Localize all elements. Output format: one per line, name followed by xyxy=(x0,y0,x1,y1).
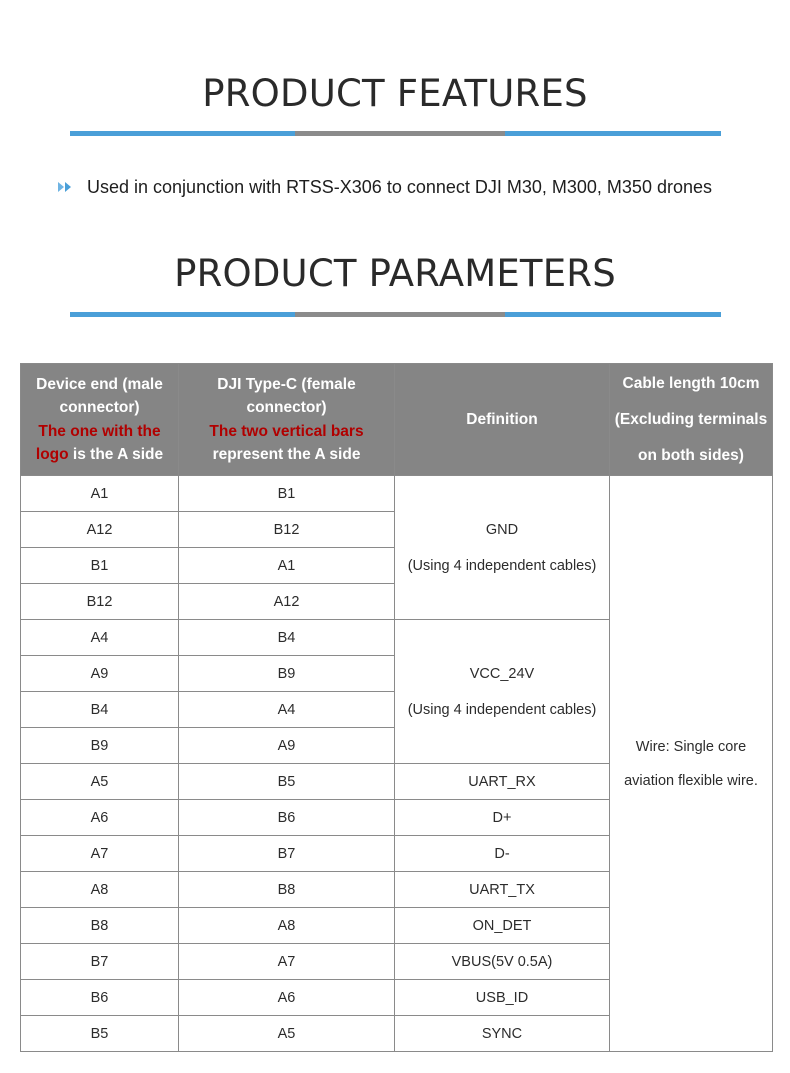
dji-pin: B9 xyxy=(179,656,395,692)
parameters-title: PRODUCT PARAMETERS xyxy=(174,252,616,295)
table-header-row xyxy=(21,364,773,476)
definition: D- xyxy=(395,836,610,872)
device-pin: A5 xyxy=(21,764,179,800)
parameters-table xyxy=(20,363,773,1052)
definition: USB_ID xyxy=(395,980,610,1016)
underline-segment-blue xyxy=(505,131,721,136)
features-title-underline xyxy=(70,131,721,136)
device-pin: A4 xyxy=(21,620,179,656)
device-pin: B9 xyxy=(21,728,179,764)
device-pin: A1 xyxy=(21,476,179,512)
header-device-end: Device end (male connector) The one with the logo is the A side xyxy=(21,364,179,476)
device-pin: B4 xyxy=(21,692,179,728)
dji-pin: B5 xyxy=(179,764,395,800)
dji-pin: B1 xyxy=(179,476,395,512)
dji-pin: A8 xyxy=(179,908,395,944)
parameters-title-underline xyxy=(70,312,721,317)
table-row xyxy=(21,476,773,512)
features-title: PRODUCT FEATURES xyxy=(202,72,588,115)
definition-vcc: VCC_24V (Using 4 independent cables) xyxy=(395,620,610,764)
definition-gnd: GND (Using 4 independent cables) xyxy=(395,476,610,620)
definition: UART_RX xyxy=(395,764,610,800)
device-pin: A12 xyxy=(21,512,179,548)
underline-segment-blue xyxy=(70,131,295,136)
header-cable-length: Cable length 10cm (Excluding terminals on both sides) xyxy=(610,364,773,476)
dji-pin: B8 xyxy=(179,872,395,908)
dji-pin: B12 xyxy=(179,512,395,548)
device-pin: B6 xyxy=(21,980,179,1016)
dji-pin: A6 xyxy=(179,980,395,1016)
device-pin: A8 xyxy=(21,872,179,908)
definition: VBUS(5V 0.5A) xyxy=(395,944,610,980)
underline-segment-gray xyxy=(295,312,505,317)
device-pin: A6 xyxy=(21,800,179,836)
double-arrow-right-icon xyxy=(58,181,74,193)
dji-pin: B7 xyxy=(179,836,395,872)
device-pin: A7 xyxy=(21,836,179,872)
underline-segment-blue xyxy=(505,312,721,317)
underline-segment-gray xyxy=(295,131,505,136)
dji-pin: A4 xyxy=(179,692,395,728)
definition: D+ xyxy=(395,800,610,836)
header-definition: Definition xyxy=(395,364,610,476)
device-pin: B7 xyxy=(21,944,179,980)
dji-pin: A5 xyxy=(179,1016,395,1052)
dji-pin: A7 xyxy=(179,944,395,980)
device-pin: B5 xyxy=(21,1016,179,1052)
header-dji-typec: DJI Type-C (female connector) The two vertical bars represent the A side xyxy=(179,364,395,476)
definition: ON_DET xyxy=(395,908,610,944)
feature-item xyxy=(58,175,712,199)
dji-pin: A9 xyxy=(179,728,395,764)
wire-description: Wire: Single core aviation flexible wire. xyxy=(610,476,773,1052)
device-pin: A9 xyxy=(21,656,179,692)
underline-segment-blue xyxy=(70,312,295,317)
device-pin: B8 xyxy=(21,908,179,944)
dji-pin: B4 xyxy=(179,620,395,656)
feature-item-text: Used in conjunction with RTSS-X306 to connect DJI M30, M300, M350 drones xyxy=(87,176,712,197)
dji-pin: B6 xyxy=(179,800,395,836)
device-pin: B12 xyxy=(21,584,179,620)
dji-pin: A12 xyxy=(179,584,395,620)
dji-pin: A1 xyxy=(179,548,395,584)
definition: SYNC xyxy=(395,1016,610,1052)
definition: UART_TX xyxy=(395,872,610,908)
device-pin: B1 xyxy=(21,548,179,584)
